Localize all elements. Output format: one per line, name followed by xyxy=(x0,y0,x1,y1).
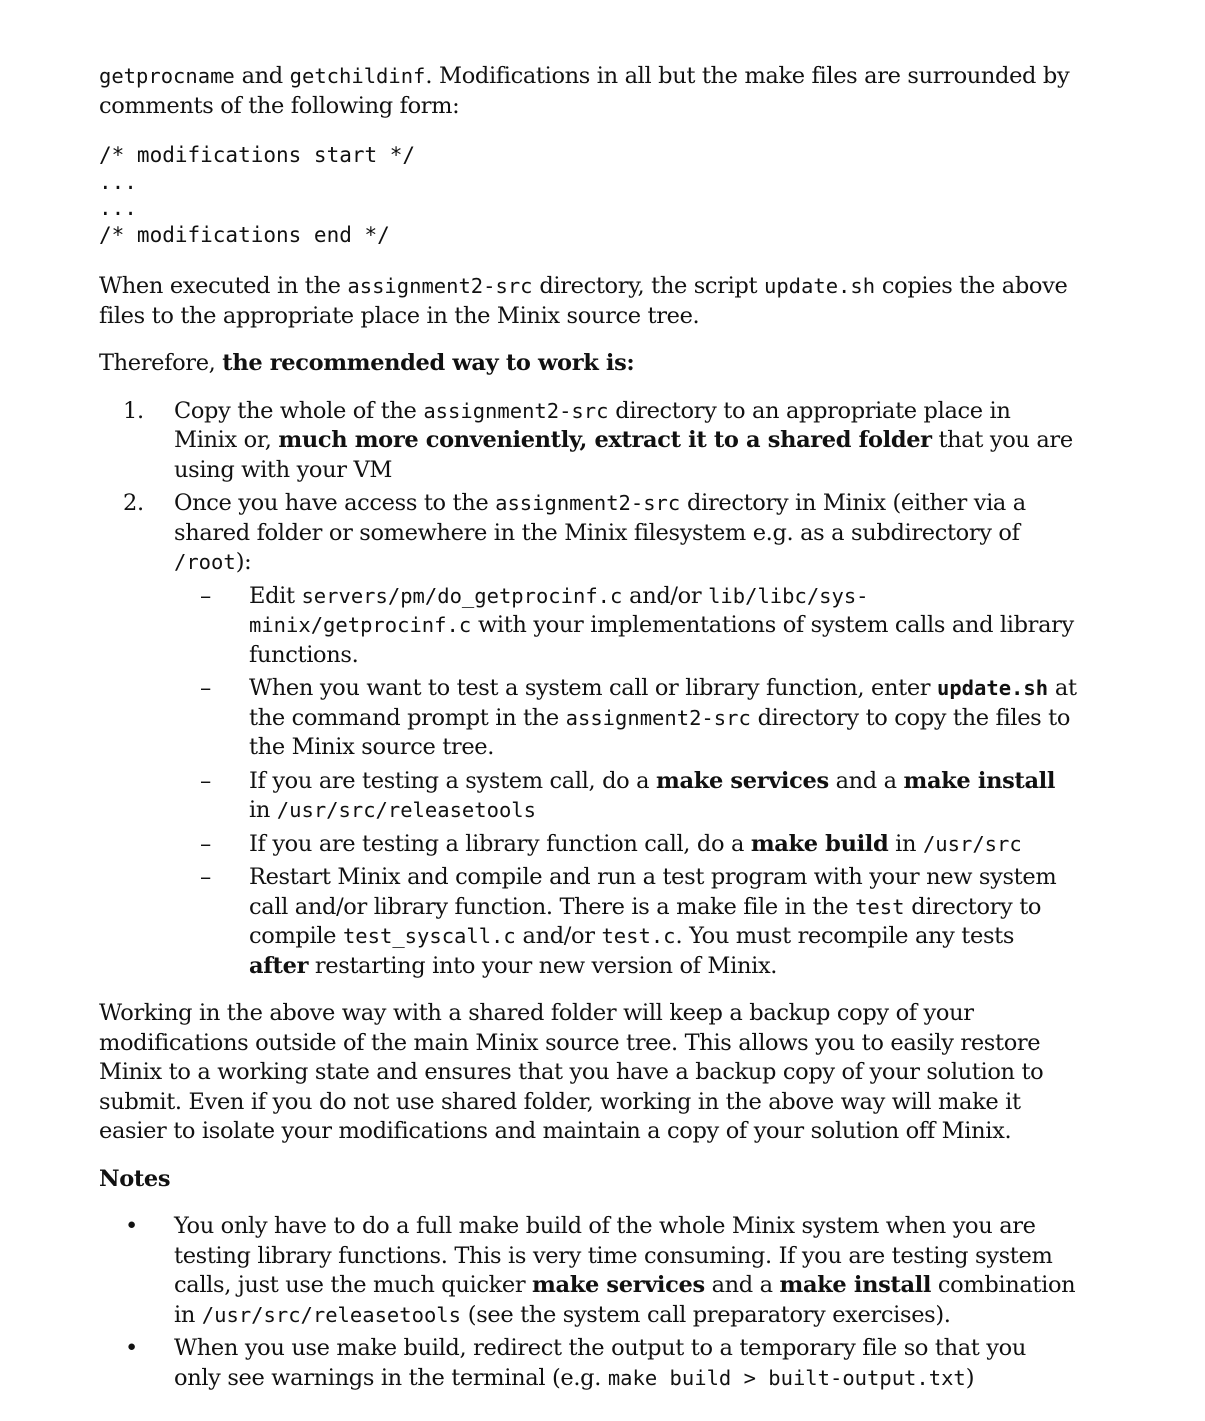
text: with your implementations of system calls and library functions. xyxy=(249,612,1074,668)
bold-text: make build xyxy=(750,830,889,857)
text: and a xyxy=(828,767,904,794)
text: ) xyxy=(965,1364,975,1391)
document-page xyxy=(99,62,1079,1411)
text: restarting into your new version of Minix. xyxy=(308,952,778,979)
bold-text: after xyxy=(249,952,309,979)
text: directory, the script xyxy=(532,273,764,299)
text: in xyxy=(888,830,923,857)
inline-code: /usr/src/releasetools xyxy=(201,1302,461,1327)
text: and/or xyxy=(515,923,602,949)
sub-list-item xyxy=(174,767,1079,826)
text: combination in xyxy=(174,1272,1076,1328)
substeps-list xyxy=(174,582,1079,982)
inline-code: /usr/src/releasetools xyxy=(276,798,536,822)
bold-text: make services xyxy=(656,767,829,794)
list-number: 2. xyxy=(123,490,144,516)
inline-code: /usr/src xyxy=(922,831,1022,856)
sub-list-item xyxy=(174,830,1079,860)
list-item xyxy=(99,489,1079,981)
inline-code: assignment2-src xyxy=(565,705,751,730)
text: directory to copy the files to the Minix source tree. xyxy=(249,704,1071,760)
text: If you are testing a library function call, do a xyxy=(249,830,751,857)
text: in xyxy=(249,797,277,823)
notes-heading: Notes xyxy=(99,1165,171,1192)
list-number: 1. xyxy=(123,397,144,424)
sub-list-item xyxy=(174,674,1079,763)
code-line: /* modifications end */ xyxy=(99,222,390,247)
code-block xyxy=(99,142,1079,248)
steps-list xyxy=(99,397,1079,982)
text: Edit xyxy=(249,582,302,609)
text: and xyxy=(234,63,290,89)
therefore-paragraph xyxy=(99,349,1079,379)
code-line: ... xyxy=(99,169,137,194)
bullet-marker: • xyxy=(125,1335,138,1361)
text: and a xyxy=(704,1272,780,1298)
inline-code: assignment2-src xyxy=(423,398,609,423)
text: at the command prompt in the xyxy=(249,675,1077,731)
inline-code: test.c xyxy=(601,924,676,948)
sub-list-item xyxy=(174,863,1079,981)
inline-code: /root xyxy=(174,550,236,574)
text: directory in Minix (either via a shared folder or somewhere in the Minix filesystem e.g. as a subdirectory of xyxy=(174,490,1026,546)
update-paragraph xyxy=(99,272,1079,331)
intro-paragraph xyxy=(99,62,1079,121)
dash-marker: – xyxy=(200,864,211,890)
code-line: ... xyxy=(99,196,137,220)
text: copies the above files to the appropriate place in the Minix source tree. xyxy=(99,273,1068,329)
bold-inline-code: update.sh xyxy=(937,676,1049,700)
text: When executed in the xyxy=(99,273,348,299)
inline-code: assignment2-src xyxy=(495,491,681,515)
dash-marker: – xyxy=(200,675,211,701)
text: Copy the whole of the xyxy=(174,397,424,424)
bold-text: make services xyxy=(532,1272,705,1298)
bold-text: much more conveniently, extract it to a shared folder xyxy=(278,427,932,453)
dash-marker: – xyxy=(200,767,211,794)
text: When you want to test a system call or library function, enter xyxy=(249,675,937,701)
inline-code: update.sh xyxy=(763,274,876,298)
text: and/or xyxy=(622,582,709,609)
text: directory to compile xyxy=(249,893,1042,949)
inline-code: servers/pm/do_getprocinf.c xyxy=(301,583,623,608)
text: (see the system call preparatory exercises). xyxy=(460,1301,951,1328)
text: . Modifications in all but the make files are surrounded by comments of the following form: xyxy=(99,63,1070,119)
text: Therefore, xyxy=(99,350,223,376)
notes-list xyxy=(99,1212,1079,1393)
text: You only have to do a full make build of the whole Minix system when you are testing library functions. This is very time consuming. If you are testing system calls, just use the much quicker xyxy=(174,1213,1053,1298)
inline-code: test xyxy=(855,894,905,919)
inline-code: assignment2-src xyxy=(347,274,533,298)
inline-code: test_syscall.c xyxy=(342,924,516,948)
text: . You must recompile any tests xyxy=(675,923,1015,949)
inline-code: lib/libc/sys-minix/getprocinf.c xyxy=(249,583,869,637)
code-line: /* modifications start */ xyxy=(99,143,416,167)
text: ): xyxy=(235,549,252,575)
bold-text: the recommended way to work is: xyxy=(222,350,635,376)
bold-text: make install xyxy=(903,767,1056,794)
inline-code: getprocname xyxy=(99,64,235,88)
dash-marker: – xyxy=(200,582,211,609)
bold-text: make install xyxy=(779,1272,932,1298)
text: Once you have access to the xyxy=(174,490,496,516)
text: If you are testing a system call, do a xyxy=(249,767,657,794)
text: directory to an appropriate place in Minix or, xyxy=(174,397,1011,453)
dash-marker: – xyxy=(200,830,211,857)
bullet-marker: • xyxy=(125,1213,138,1239)
inline-code: make build > built-output.txt xyxy=(607,1365,966,1390)
text: that you are using with your VM xyxy=(174,427,1073,483)
list-item xyxy=(99,1212,1079,1330)
list-item xyxy=(99,1334,1079,1393)
sub-list-item xyxy=(174,582,1079,671)
inline-code: getchildinf xyxy=(289,64,426,88)
working-paragraph: Working in the above way with a shared folder will keep a backup copy of your modifications outside of the main Minix source tree. This allows you to easily restore Minix to a working state and ensures that you have a backup copy of your solution to submit. Even if you do not use shared folder, working in the above way will make it easier to isolate your modifications and maintain a copy of your solution off Minix. xyxy=(99,1000,1044,1144)
list-item xyxy=(99,397,1079,486)
text: When you use make build, redirect the output to a temporary file so that you only see warnings in the terminal (e.g. xyxy=(174,1335,1026,1391)
text: Restart Minix and compile and run a test program with your new system call and/or library function. There is a make file in the xyxy=(249,864,1057,920)
